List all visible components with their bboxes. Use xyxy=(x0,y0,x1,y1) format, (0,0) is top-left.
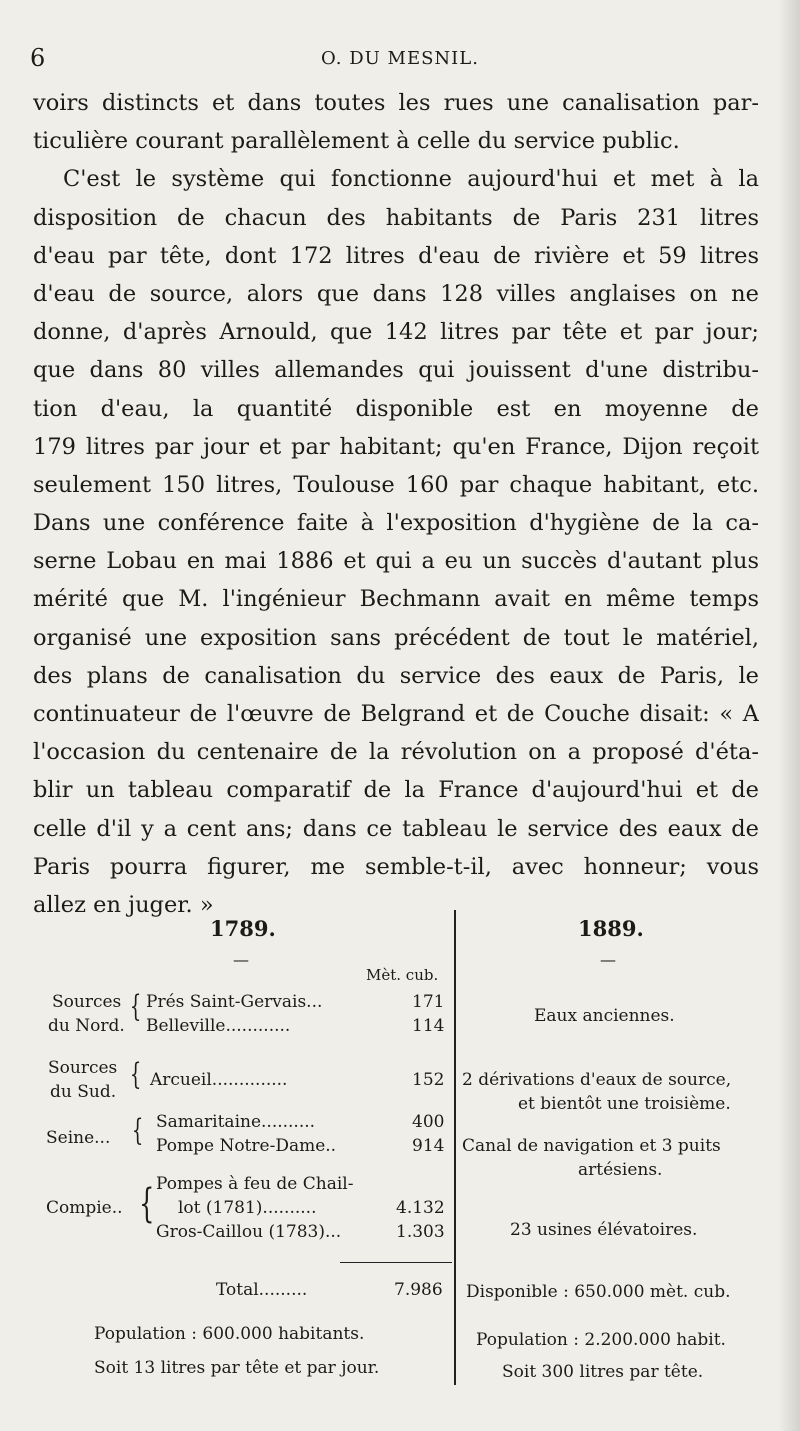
population-1889: Population : 2.200.000 habit. xyxy=(476,1330,726,1350)
page-edge-shadow xyxy=(778,0,800,1431)
text-line: donne, d'après Arnould, que 142 litres par tête et par jour; xyxy=(33,319,759,346)
eaux-anciennes: Eaux anciennes. xyxy=(534,1006,675,1026)
sources-nord-label-2: du Nord. xyxy=(48,1016,125,1036)
arcueil-label: Arcueil.............. xyxy=(150,1070,288,1090)
page-header xyxy=(30,44,770,74)
sources-nord-label: Sources xyxy=(52,992,122,1012)
text-line: blir un tableau comparatif de la France d'aujourd'hui et de xyxy=(33,777,759,804)
usines-elevatoires: 23 usines élévatoires. xyxy=(510,1220,698,1240)
sources-sud-label-2: du Sud. xyxy=(50,1082,117,1102)
per-head-1889: Soit 300 litres par tête. xyxy=(502,1362,704,1382)
text-line: tion d'eau, la quantité disponible est en moyenne de xyxy=(33,395,759,422)
canal-line-2: artésiens. xyxy=(578,1160,663,1180)
brace-nord: { xyxy=(129,989,142,1024)
text-line: des plans de canalisation du service des eaux de Paris, le xyxy=(33,662,759,689)
body-text xyxy=(33,84,759,924)
text-line: celle d'il y a cent ans; dans ce tableau le service des eaux de xyxy=(33,815,759,842)
text-line: organisé une exposition sans précédent de tout le matériel, xyxy=(33,624,759,651)
text-line: Paris pourra figurer, me semble-t-il, avec honneur; vous xyxy=(33,853,759,880)
belleville-value: 114 xyxy=(412,1016,445,1036)
gros-caillou-value: 1.303 xyxy=(396,1222,445,1242)
text-line: 179 litres par jour et par habitant; qu'en France, Dijon reçoit xyxy=(33,433,759,460)
per-head-1789: Soit 13 litres par tête et par jour. xyxy=(94,1358,380,1378)
total-value: 7.986 xyxy=(394,1280,443,1300)
text-line: d'eau de source, alors que dans 128 villes anglaises on ne xyxy=(33,280,759,307)
brace-sud: { xyxy=(129,1057,142,1092)
chaillot-label-1: Pompes à feu de Chail- xyxy=(156,1174,354,1194)
chaillot-label-2: lot (1781).......... xyxy=(178,1198,317,1218)
text-line: voirs distincts et dans toutes les rues une canalisation par- xyxy=(33,90,759,116)
left-heading-1789: 1789. xyxy=(210,916,276,941)
chaillot-value: 4.132 xyxy=(396,1198,445,1218)
arcueil-value: 152 xyxy=(412,1070,445,1090)
page-number: 6 xyxy=(30,44,46,72)
gros-caillou-label: Gros-Caillou (1783)... xyxy=(156,1222,342,1242)
compiegne-label: Compie.. xyxy=(46,1198,123,1218)
text-line: continuateur de l'œuvre de Belgrand et de Couche disait: « A xyxy=(33,701,759,727)
samaritaine-value: 400 xyxy=(412,1112,445,1132)
unit-label: Mèt. cub. xyxy=(366,966,439,984)
text-line: que dans 80 villes allemandes qui jouissent d'une distribu- xyxy=(33,357,759,384)
population-1789: Population : 600.000 habitants. xyxy=(94,1324,365,1344)
derivations-line-2: et bientôt une troisième. xyxy=(518,1094,731,1114)
pompe-notre-dame-label: Pompe Notre-Dame.. xyxy=(156,1136,337,1156)
total-label: Total......... xyxy=(216,1280,308,1300)
pres-saint-gervais-label: Prés Saint-Gervais... xyxy=(146,992,323,1012)
running-title: O. DU MESNIL. xyxy=(321,48,479,69)
pompe-notre-dame-value: 914 xyxy=(412,1136,445,1156)
brace-compiegne: { xyxy=(139,1181,155,1227)
left-heading-dash: — xyxy=(233,950,249,969)
canal-line-1: Canal de navigation et 3 puits xyxy=(462,1136,721,1156)
comparison-table xyxy=(30,910,770,1390)
text-line: Dans une conférence faite à l'exposition d'hygiène de la ca- xyxy=(33,510,759,537)
text-line: mérité que M. l'ingénieur Bechmann avait en même temps xyxy=(33,586,759,613)
text-line: serne Lobau en mai 1886 et qui a eu un succès d'autant plus xyxy=(33,548,759,575)
text-line: l'occasion du centenaire de la révolution on a proposé d'éta- xyxy=(33,739,759,766)
samaritaine-label: Samaritaine.......... xyxy=(156,1112,316,1132)
seine-label: Seine... xyxy=(46,1128,111,1148)
derivations-line-1: 2 dérivations d'eaux de source, xyxy=(462,1070,732,1090)
belleville-label: Belleville............ xyxy=(146,1016,291,1036)
disponible-1889: Disponible : 650.000 mèt. cub. xyxy=(466,1282,731,1302)
text-line: ticulière courant parallèlement à celle du service public. xyxy=(33,128,680,155)
text-line: seulement 150 litres, Toulouse 160 par chaque habitant, etc. xyxy=(33,471,759,498)
text-line: C'est le système qui fonctionne aujourd'hui et met à la xyxy=(63,166,759,193)
text-line: d'eau par tête, dont 172 litres d'eau de rivière et 59 litres xyxy=(33,242,759,269)
column-divider xyxy=(454,910,456,1385)
right-heading-dash: — xyxy=(600,950,616,969)
sources-sud-label: Sources xyxy=(48,1058,118,1078)
text-line: disposition de chacun des habitants de Paris 231 litres xyxy=(33,204,759,231)
total-rule xyxy=(340,1262,452,1263)
right-heading-1889: 1889. xyxy=(578,916,644,941)
brace-seine: { xyxy=(131,1113,144,1148)
pres-saint-gervais-value: 171 xyxy=(412,992,445,1012)
text-line: allez en juger. » xyxy=(33,891,214,918)
